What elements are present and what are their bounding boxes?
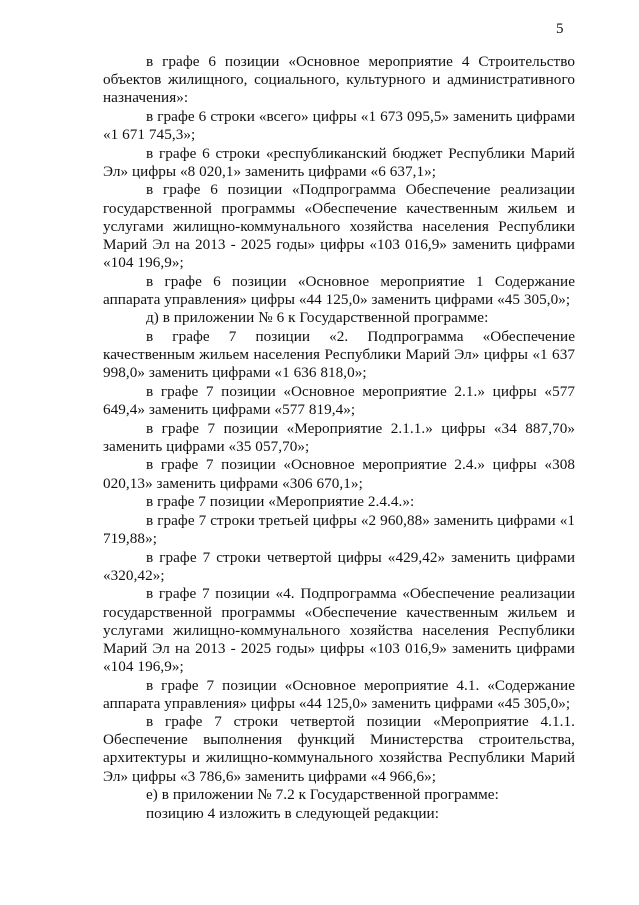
paragraph: в графе 7 позиции «Основное мероприятие 2.1.» цифры «577 649,4» заменить цифрами «577 819,4»; — [103, 382, 575, 418]
paragraph: в графе 7 позиции «Мероприятие 2.1.1.» цифры «34 887,70» заменить цифрами «35 057,70»; — [103, 419, 575, 455]
paragraph: е) в приложении № 7.2 к Государственной программе: — [146, 786, 499, 804]
paragraph: позицию 4 изложить в следующей редакции: — [146, 804, 439, 822]
paragraph: в графе 7 позиции «Мероприятие 2.4.4.»: — [146, 493, 415, 511]
paragraph: в графе 7 позиции «4. Подпрограмма «Обеспечение реализации государственной программы «Обеспечение качественным жильем и услугами жилищно-коммунального хозяйства населения Республики Марий Эл на 2013 - 2025 годы» цифры «103 016,9» заменить цифрами «104 196,9»; — [103, 585, 575, 675]
paragraph: в графе 7 позиции «Основное мероприятие 4.1. «Содержание аппарата управления» цифры «44 125,0» заменить цифрами «45 305,0»; — [103, 676, 575, 712]
paragraph: в графе 7 позиции «2. Подпрограмма «Обеспечение качественным жильем населения Республики Марий Эл» цифры «1 637 998,0» заменить цифрами «1 636 818,0»; — [103, 327, 575, 382]
paragraph: в графе 6 позиции «Подпрограмма Обеспечение реализации государственной программы «Обеспечение качественным жильем и услугами жилищно-коммунального хозяйства населения Республики Марий Эл на 2013 - 2025 годы» цифры «103 016,9» заменить цифрами «104 196,9»; — [103, 181, 575, 271]
document-body — [103, 53, 575, 824]
paragraph: в графе 7 позиции «Основное мероприятие 2.4.» цифры «308 020,13» заменить цифрами «306 670,1»; — [103, 456, 575, 492]
paragraph: в графе 7 строки третьей цифры «2 960,88» заменить цифрами «1 719,88»; — [103, 511, 575, 547]
paragraph: в графе 7 строки четвертой позиции «Мероприятие 4.1.1. Обеспечение выполнения функций Министерства строительства, архитектуры и жилищно-коммунального хозяйства Республики Марий Эл» цифры «3 786,6» заменить цифрами «4 966,6»; — [103, 713, 575, 785]
paragraph: в графе 6 позиции «Основное мероприятие 4 Строительство объектов жилищного, социального, культурного и административного назначения»: — [103, 53, 575, 107]
paragraph: в графе 6 позиции «Основное мероприятие 1 Содержание аппарата управления» цифры «44 125,0» заменить цифрами «45 305,0»; — [103, 272, 575, 308]
paragraph: в графе 6 строки «всего» цифры «1 673 095,5» заменить цифрами «1 671 745,3»; — [103, 107, 575, 143]
page-number: 5 — [556, 21, 564, 37]
paragraph: в графе 6 строки «республиканский бюджет Республики Марий Эл» цифры «8 020,1» заменить цифрами «6 637,1»; — [103, 144, 575, 180]
paragraph: в графе 7 строки четвертой цифры «429,42» заменить цифрами «320,42»; — [103, 548, 575, 584]
paragraph: д) в приложении № 6 к Государственной программе: — [146, 309, 489, 327]
